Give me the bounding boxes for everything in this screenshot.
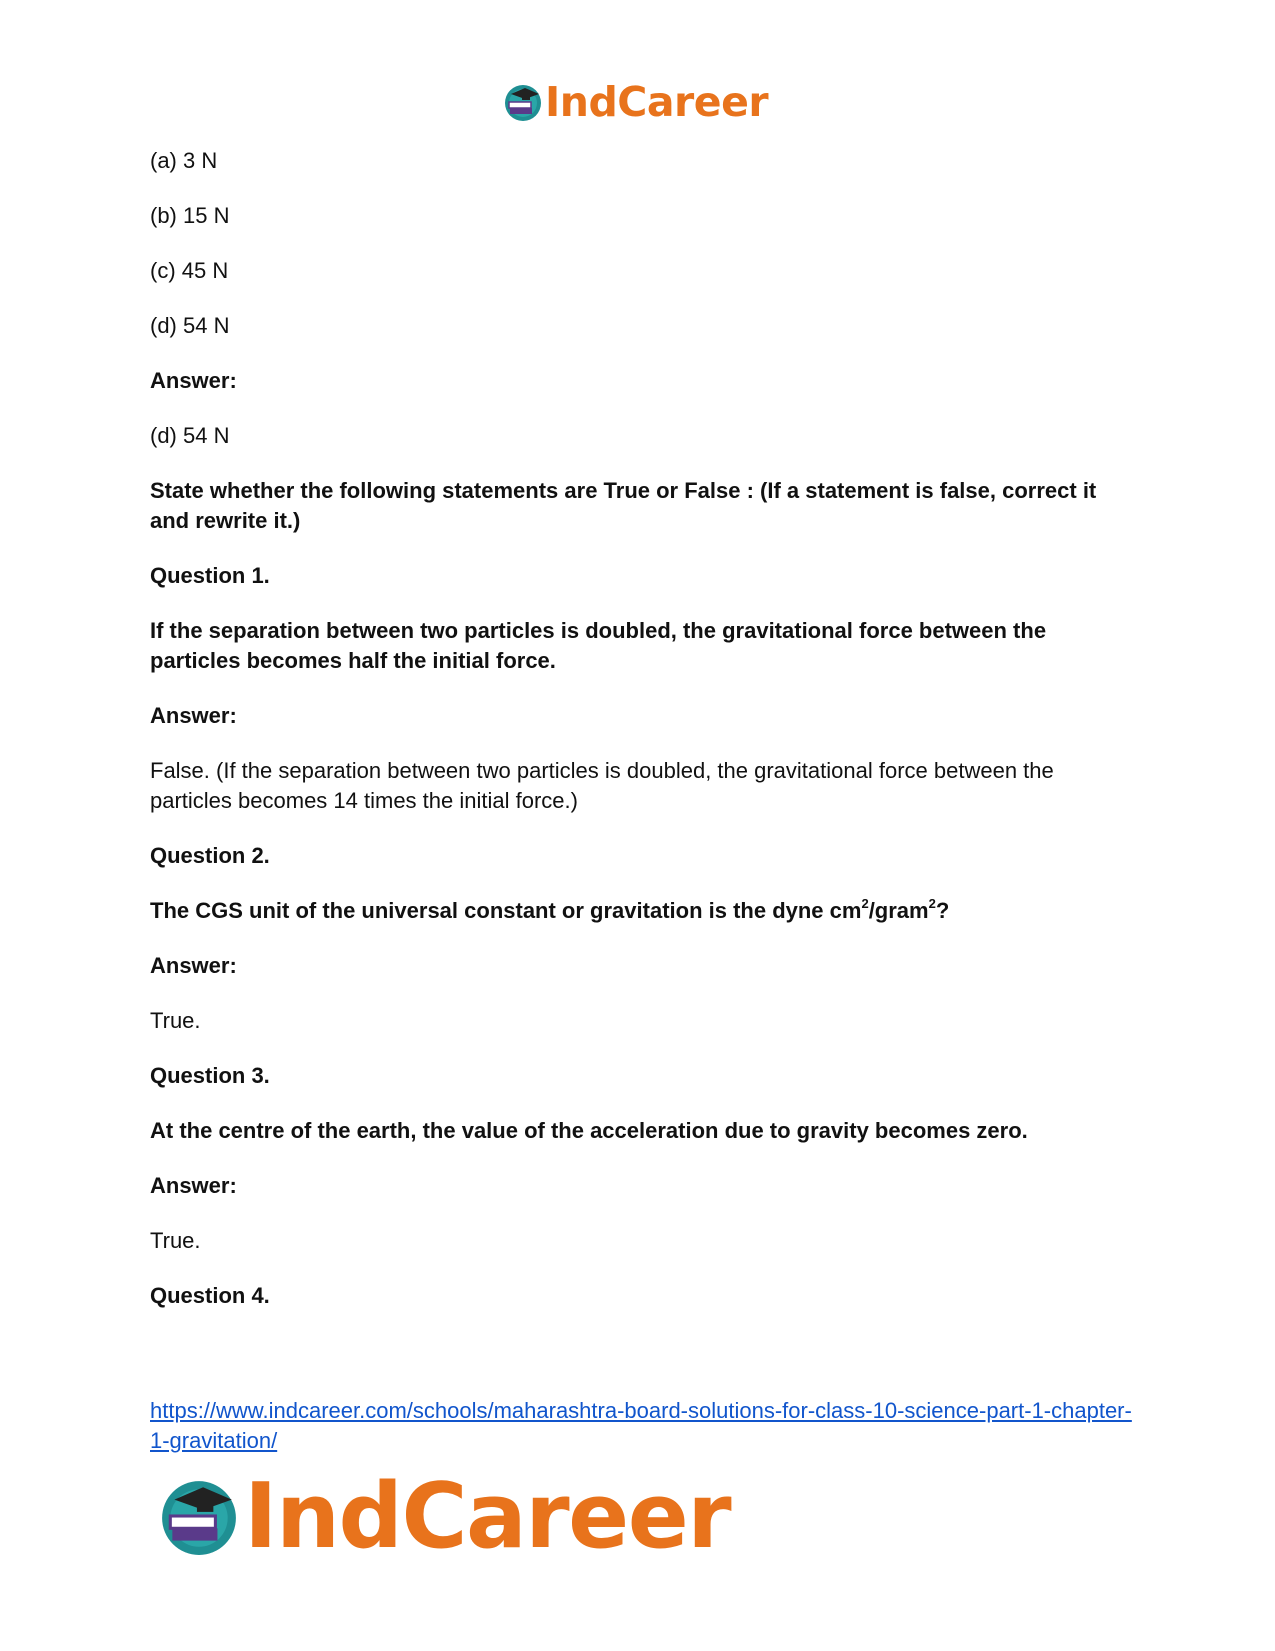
source-url-link[interactable]: https://www.indcareer.com/schools/maharashtra-board-solutions-for-class-10-science-part-1-chapter-1-gravitation/ [150,1398,1132,1453]
question-1-answer: False. (If the separation between two particles is doubled, the gravitational force between the particles becomes 14 times the initial force.) [150,758,1054,813]
question-3-answer-label: Answer: [150,1173,237,1198]
footer-logo [158,1463,731,1569]
option-d: (d) 54 N [150,313,230,338]
question-2-label: Question 2. [150,843,270,868]
section-heading: State whether the following statements are True or False : (If a statement is false, correct it and rewrite it.) [150,478,1097,533]
option-b: (b) 15 N [150,203,230,228]
document-body [150,146,1140,1336]
question-2-answer: True. [150,1008,201,1033]
question-3-answer: True. [150,1228,201,1253]
superscript-1: 2 [861,895,869,911]
question-3-label: Question 3. [150,1063,270,1088]
header-logo [503,78,768,126]
graduation-book-icon [158,1475,240,1557]
answer-text: (d) 54 N [150,423,230,448]
superscript-2: 2 [928,895,936,911]
option-c: (c) 45 N [150,258,229,283]
option-a: (a) 3 N [150,148,218,173]
question-2-answer-label: Answer: [150,953,237,978]
question-1-answer-label: Answer: [150,703,237,728]
question-3-text: At the centre of the earth, the value of the acceleration due to gravity becomes zero. [150,1118,1028,1143]
question-1-text: If the separation between two particles is doubled, the gravitational force between the particles becomes half the initial force. [150,618,1047,673]
brand-wordmark: IndCareer [545,78,769,126]
question-2-text-part-b: /gram [868,898,929,923]
answer-label: Answer: [150,368,237,393]
graduation-book-icon [503,82,543,122]
brand-wordmark: IndCareer [244,1463,731,1569]
question-2-text [150,896,1140,926]
question-2-text-part-c: ? [935,898,950,923]
question-1-label: Question 1. [150,563,270,588]
question-4-label: Question 4. [150,1283,270,1308]
question-2-text-part-a: The CGS unit of the universal constant or gravitation is the dyne cm [150,898,862,923]
